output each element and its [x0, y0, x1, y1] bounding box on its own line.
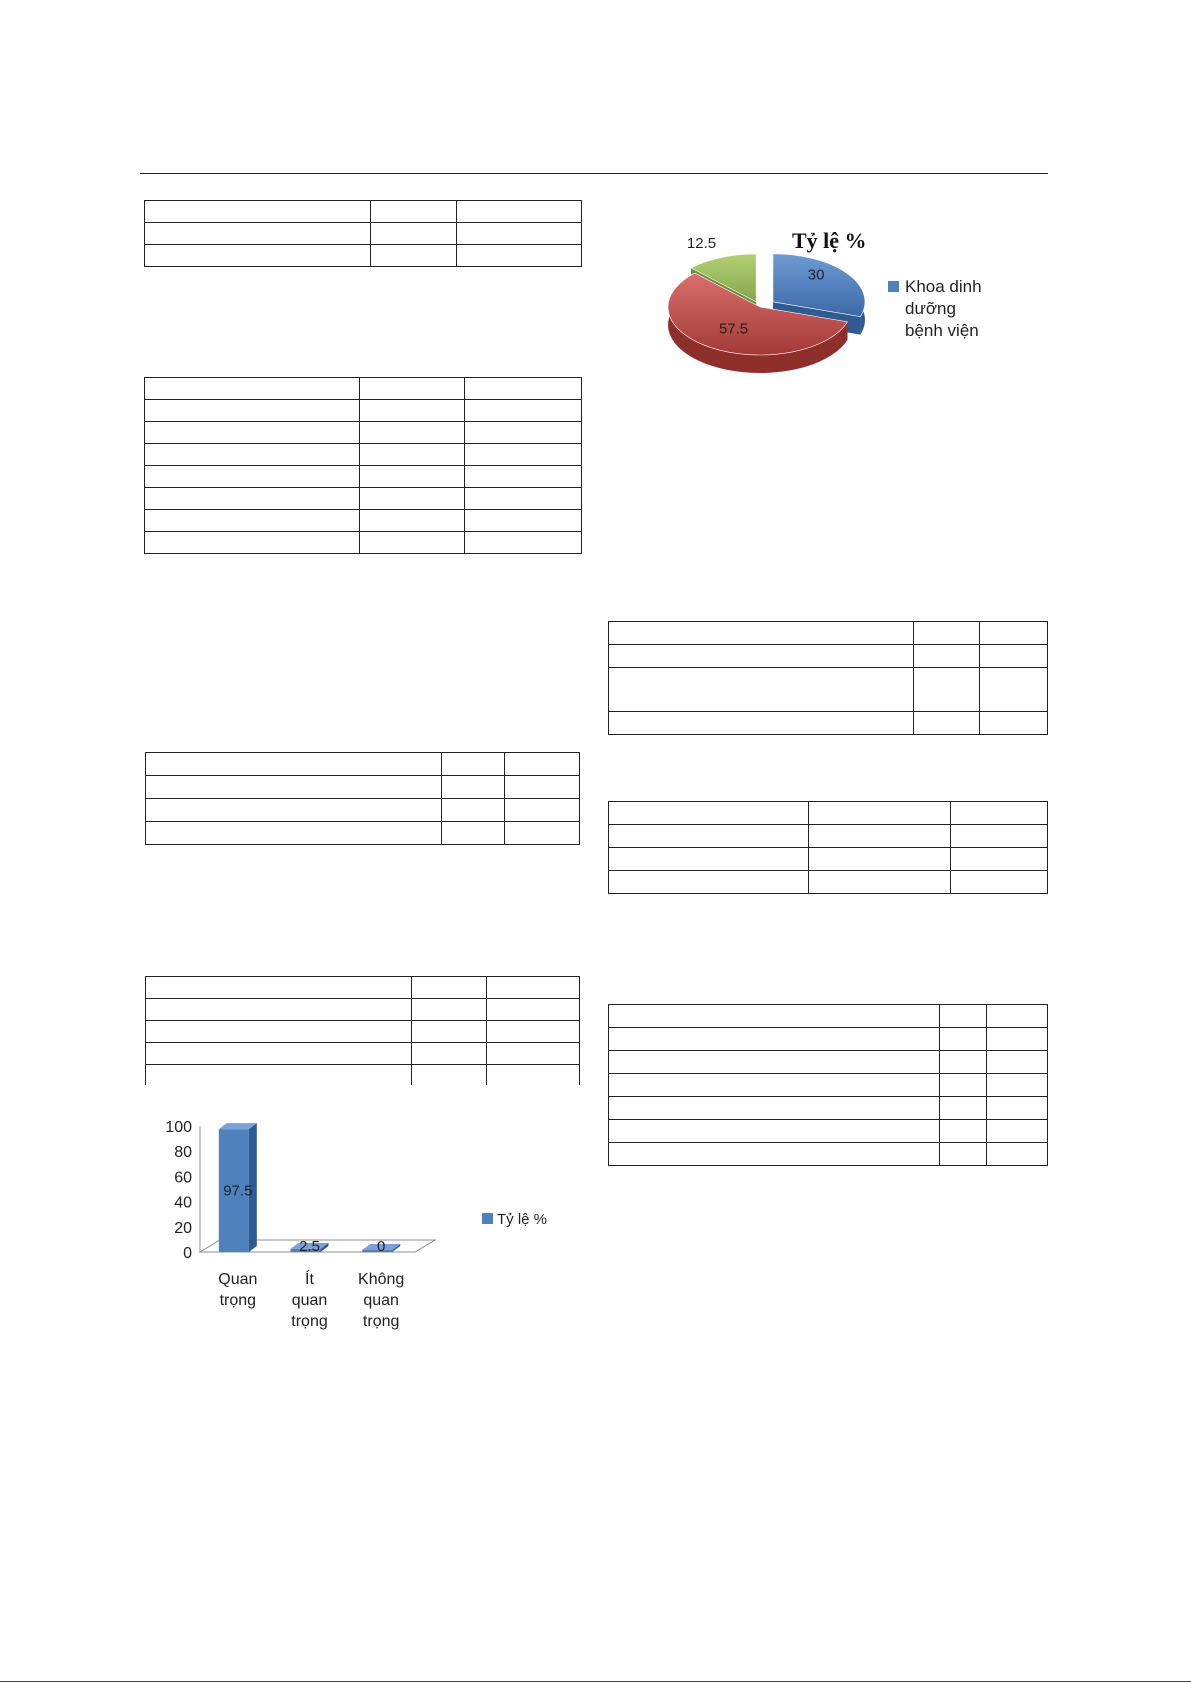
- table-row: [146, 822, 580, 845]
- table-row: [609, 1097, 1048, 1120]
- table-row: [146, 999, 580, 1021]
- table-row: [145, 466, 582, 488]
- y-tick-label: 0: [183, 1245, 192, 1262]
- bar-legend-label: Tỷ lệ %: [497, 1211, 548, 1228]
- table-row: [145, 488, 582, 510]
- table-row: [145, 400, 582, 422]
- bar-chart: [150, 1110, 580, 1340]
- x-tick-label: Ít quan trọng: [291, 1271, 328, 1330]
- bar-value-label: 97.5: [223, 1182, 253, 1200]
- bar-value-label: 0: [376, 1238, 386, 1255]
- y-tick-label: 60: [174, 1169, 192, 1187]
- bar-value-label: 2.5: [299, 1238, 320, 1255]
- table-row: [145, 378, 582, 400]
- table-7: [608, 1004, 1048, 1166]
- footer-rule: [0, 1681, 1191, 1682]
- table-row: [609, 1143, 1048, 1166]
- table-row: [609, 1074, 1048, 1097]
- table-5: [608, 621, 1048, 735]
- table-row: [609, 1005, 1048, 1028]
- table-2: [144, 377, 582, 554]
- bar-legend-swatch: [482, 1213, 493, 1224]
- header-rule: [140, 173, 1048, 174]
- table-row: [146, 799, 580, 822]
- table-row: [146, 753, 580, 776]
- table-row: [145, 223, 582, 245]
- pie-title: Tỷ lệ %: [792, 228, 867, 253]
- x-tick-label: Quan trọng: [218, 1271, 258, 1309]
- table-row: [609, 825, 1048, 848]
- pie-value-label: 30: [807, 266, 825, 284]
- table-row: [609, 645, 1048, 668]
- table-row: [609, 1051, 1048, 1074]
- pie-chart: [640, 215, 1020, 395]
- pie-legend-label: Khoa dinh dưỡng bệnh viện: [905, 277, 982, 340]
- table-row: [609, 712, 1048, 735]
- pie-legend-swatch: [888, 281, 899, 292]
- y-tick-label: 20: [174, 1219, 192, 1237]
- table-row: [609, 871, 1048, 894]
- pie-value-label: 57.5: [718, 320, 749, 338]
- pie-value-label: 12.5: [686, 234, 717, 252]
- x-tick-label: Không quan trọng: [358, 1271, 405, 1330]
- table-6: [608, 801, 1048, 894]
- table-row: [146, 977, 580, 999]
- table-row: [145, 510, 582, 532]
- table-row: [609, 1028, 1048, 1051]
- table-4: [145, 976, 580, 1085]
- table-row: [145, 422, 582, 444]
- table-row: [146, 776, 580, 799]
- table-row: [146, 1021, 580, 1043]
- table-row: [145, 201, 582, 223]
- table-3: [145, 752, 580, 845]
- table-row: [146, 1065, 580, 1085]
- table-row: [609, 622, 1048, 645]
- y-tick-label: 100: [165, 1119, 192, 1136]
- y-tick-label: 80: [174, 1144, 192, 1162]
- table-row: [146, 1043, 580, 1065]
- table-row: [609, 668, 1048, 712]
- table-row: [145, 444, 582, 466]
- table-row: [145, 532, 582, 554]
- table-row: [609, 1120, 1048, 1143]
- y-tick-label: 40: [174, 1194, 192, 1212]
- table-row: [609, 848, 1048, 871]
- table-row: [609, 802, 1048, 825]
- table-1: [144, 200, 582, 267]
- table-row: [145, 245, 582, 267]
